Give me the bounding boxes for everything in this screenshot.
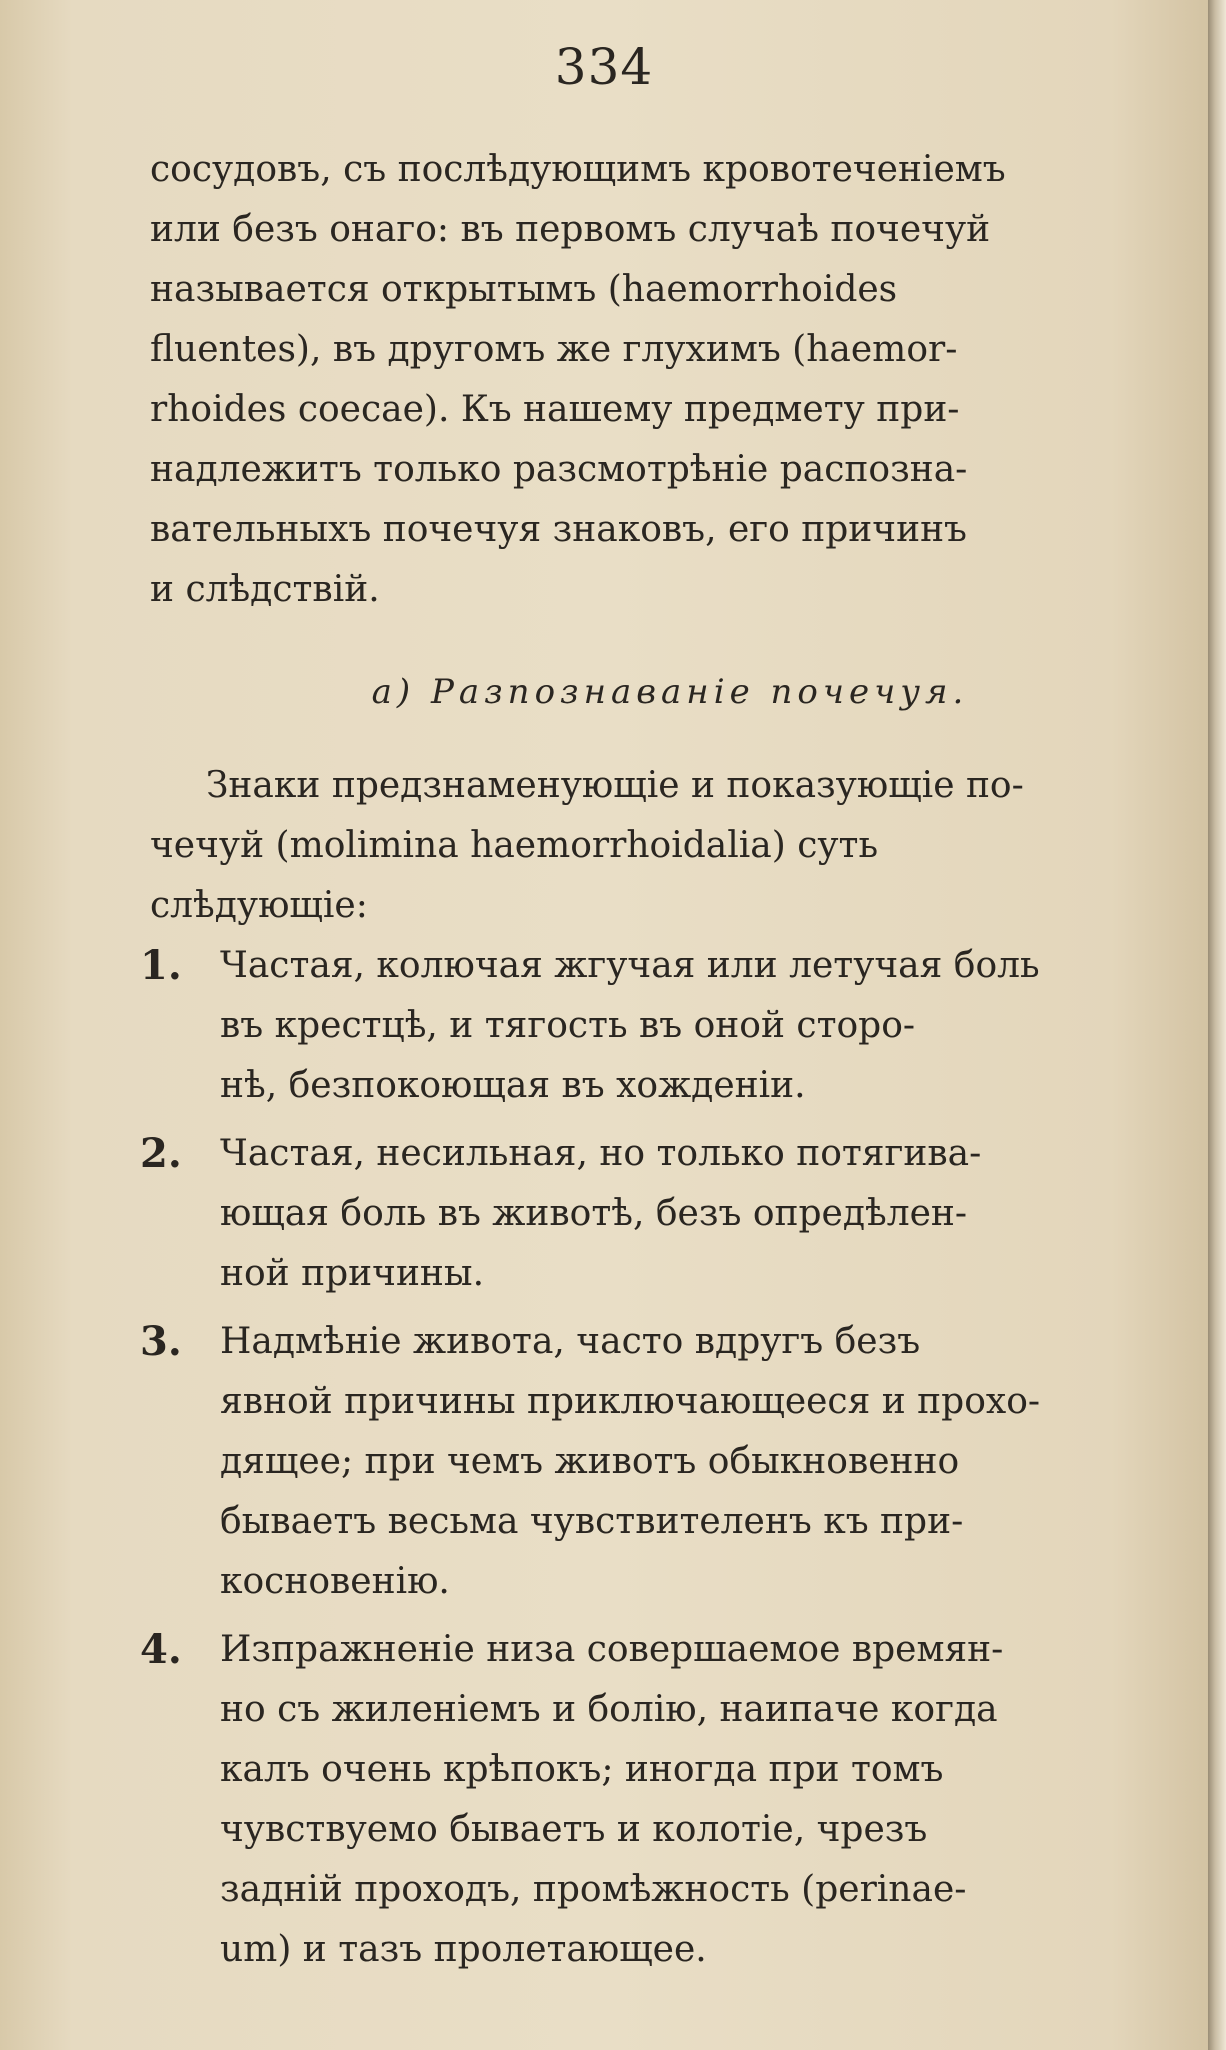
text-line: Надмѣнiе живота, часто вдругъ безъ: [220, 1321, 921, 1362]
text-line: надлежитъ только разсмотрѣнiе распозна-: [150, 449, 968, 490]
text-line: вательныхъ почечуя знаковъ, его причинъ: [150, 509, 967, 550]
text-line: um) и тазъ пролетающее.: [220, 1929, 707, 1970]
list-item: [140, 1620, 1190, 1980]
text-line: ной причины.: [220, 1253, 485, 1294]
list-item: [140, 936, 1190, 1116]
text-line: Частая, колючая жгучая или летучая боль: [220, 945, 1040, 986]
text-line: бываетъ весьма чувствителенъ къ при-: [220, 1501, 964, 1542]
list-item-number: 4.: [140, 1626, 182, 1673]
text-line: чечуй (molimina haemorrhoidalia) суть: [150, 825, 879, 866]
text-line: калъ очень крѣпокъ; иногда при томъ: [220, 1749, 944, 1790]
text-line: fluentes), въ другомъ же глухимъ (haemor-: [150, 329, 958, 370]
text-line: Частая, несильная, но только потягива-: [220, 1133, 982, 1174]
text-line: сосудовъ, съ послѣдующимъ кровотеченiемъ: [150, 149, 1006, 190]
text-line: слѣдующiе:: [150, 885, 368, 926]
text-line: явной причины приключающееся и прохо-: [220, 1381, 1041, 1422]
text-line: или безъ онаго: въ первомъ случаѣ почечуй: [150, 209, 991, 250]
list-item-number: 3.: [140, 1318, 182, 1365]
text-line: дящее; при чемъ животъ обыкновенно: [220, 1441, 960, 1482]
text-line: нѣ, безпокоющая въ хожденiи.: [220, 1065, 806, 1106]
text-line: въ крестцѣ, и тягость въ оной сторо-: [220, 1005, 916, 1046]
text-line: называется открытымъ (haemorrhoides: [150, 269, 898, 310]
text-line: косновенiю.: [220, 1561, 450, 1602]
text-line: заднiй проходъ, промѣжность (perinae-: [220, 1869, 967, 1910]
opening-paragraph: [150, 140, 1190, 620]
list-item-number: 2.: [140, 1130, 182, 1177]
text-line: Знаки предзнаменующiе и показующiе по-: [206, 765, 1024, 806]
text-line: и слѣдствiй.: [150, 569, 380, 610]
list-item: [140, 1312, 1190, 1612]
intro-paragraph: [150, 756, 1190, 936]
text-line: rhoides coecae). Къ нашему предмету при-: [150, 389, 960, 430]
section-heading: a) Разпознаванiе почечуя.: [371, 672, 969, 712]
page-edge-shadow: [1208, 0, 1226, 2050]
page-text: [140, 140, 1190, 1988]
text-line: чувствуемо бываетъ и колотiе, чрезъ: [220, 1809, 928, 1850]
page-number: 334: [554, 38, 654, 96]
list-item-number: 1.: [140, 942, 182, 989]
symptom-list: [140, 936, 1190, 1980]
text-line: ющая боль въ животѣ, безъ опредѣлен-: [220, 1193, 968, 1234]
list-item: [140, 1124, 1190, 1304]
text-line: Изпражненiе низа совершаемое времян-: [220, 1629, 1004, 1670]
text-line: но съ жиленiемъ и болiю, наипаче когда: [220, 1689, 998, 1730]
